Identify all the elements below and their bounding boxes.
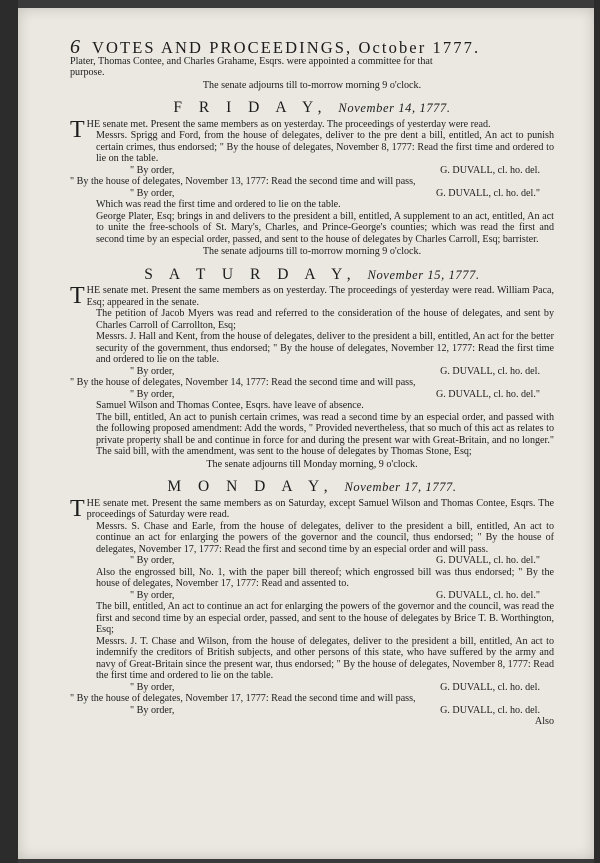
day-name: F R I D A Y, — [173, 99, 329, 116]
running-title: VOTES AND PROCEEDINGS, October 1777. — [92, 38, 481, 57]
day-date: November 17, 1777. — [344, 480, 457, 494]
by-order: " By order, — [130, 388, 175, 400]
paragraph: Messrs. J. Hall and Kent, from the house of delegates, deliver to the president a bill, entitled, An act for the better security of the government, thus endorsed; " By the house of delegates, November 12, 1777: Read the first time and ordered to lie on the table. — [96, 331, 554, 365]
paragraph-text: HE senate met. Present the same members as on yesterday. The proceedings of yesterday were read. — [86, 118, 491, 130]
clerk-signature: G. DUVALL, cl. ho. del. — [440, 365, 540, 377]
paragraph: Messrs. J. T. Chase and Wilson, from the house of delegates, deliver to the president a bill, entitled, An act to indemnify the creditors of British subjects, and other persons of this state, who have suffered by the army and navy of Great-Britain since the present war, thus endorsed; " By the house of delegates, November 8, 1777: Read the first time and ordered to lie on the table. — [96, 635, 554, 681]
scan-edge-right — [594, 0, 600, 863]
drop-cap: T — [70, 283, 85, 309]
signature-line — [70, 590, 554, 602]
clerk-signature: G. DUVALL, cl. ho. del." — [435, 388, 540, 400]
signature-line — [70, 389, 554, 401]
paragraph: Messrs. S. Chase and Earle, from the house of delegates, deliver to the president a bill, entitled, An act to continue an act for enlarging the powers of the governor and the council, thus endorsed; " By the house of delegates, November 17, 1777: Read the first and second time by an especial order and will pass. — [96, 520, 554, 555]
day-heading-monday — [70, 478, 554, 495]
signature-line — [70, 188, 554, 200]
paragraph: The bill, entitled, An act to continue an act for enlarging the powers of the governor and the council, was read the first and second time by an especial order, passed, and sent to the house of delegates by Brice T. B. Worthington, Esq; — [96, 601, 554, 635]
paragraph: Samuel Wilson and Thomas Contee, Esqrs. have leave of absence. — [96, 400, 364, 411]
by-order: " By order, — [130, 704, 175, 716]
signature-line — [70, 682, 554, 694]
signature-line — [70, 366, 554, 378]
catchword: Also — [534, 716, 554, 727]
by-order: " By order, — [130, 187, 175, 199]
adjournment-notice: The senate adjourns till Monday morning, 9 o'clock. — [206, 458, 418, 470]
paragraph: The petition of Jacob Myers was read and referred to the consideration of the house of delegates, and sent by Charles Carroll of Carrollton, Esq; — [96, 308, 554, 331]
clerk-signature: G. DUVALL, cl. ho. del. — [440, 681, 540, 693]
intro-line: Plater, Thomas Contee, and Charles Grahame, Esqrs. were appointed a committee for that — [70, 55, 433, 67]
day-heading-saturday — [70, 265, 554, 283]
day-name: M O N D A Y, — [167, 478, 335, 495]
paragraph: George Plater, Esq; brings in and delivers to the president a bill, entitled, A supplement to an act, entitled, An act to unite the free-schools of St. Mary's, Charles, and Prince-George's counties; which was read the first and second time by an especial order, passed, and sent to the house of delegates by Charles Carroll, Esq; barrister. — [96, 210, 554, 245]
paragraph: The bill, entitled, An act to punish certain crimes, was read a second time by an especial order, and passed with the following proposed amendment: Add the words, " Provided nevertheless, that so much of this act as relates to private property shall be and continue in force for and during the present war with Great-Britain, and no longer." The said bill, with the amendment, was sent to the house of delegates by Thomas Stone, Esq; — [96, 411, 554, 457]
paragraph: " By the house of delegates, November 13, 1777: Read the second time and will pass, — [70, 176, 416, 187]
signature-line — [70, 705, 554, 717]
by-order: " By order, — [130, 589, 175, 601]
paragraph-text: HE senate met. Present the same members as on yesterday. The proceedings of yesterday were read. William Paca, Esq; appeared in the senate. — [86, 285, 554, 308]
by-order: " By order, — [130, 365, 175, 377]
by-order: " By order, — [130, 164, 175, 176]
adjournment-notice: The senate adjourns till to-morrow morning 9 o'clock. — [202, 79, 422, 91]
signature-line — [70, 165, 554, 177]
signature-line — [70, 555, 554, 567]
paragraph: Messrs. Sprigg and Ford, from the house of delegates, deliver to the pre dent a bill, entitled, An act to punish certain crimes, thus endorsed; " By the house of delegates, November 8, 1777: Read the first time and ordered to lie on the table. — [96, 130, 554, 164]
clerk-signature: G. DUVALL, cl. ho. del." — [435, 589, 540, 601]
paragraph — [70, 116, 554, 143]
by-order: " By order, — [130, 555, 175, 566]
day-date: November 14, 1777. — [338, 101, 451, 115]
clerk-signature: G. DUVALL, cl. ho. del. — [440, 704, 540, 716]
scan-edge-left — [0, 0, 18, 863]
paragraph: " By the house of delegates, November 17, 1777: Read the second time and will pass, — [70, 693, 416, 704]
paragraph — [70, 495, 554, 522]
clerk-signature: G. DUVALL, cl. ho. del." — [435, 555, 540, 566]
paragraph-text: HE senate met. Present the same members as on Saturday, except Samuel Wilson and Thomas Contee, Esqrs. The proceedings of Saturday were read. — [86, 497, 554, 520]
by-order: " By order, — [130, 681, 175, 693]
drop-cap: T — [70, 495, 85, 522]
clerk-signature: G. DUVALL, cl. ho. del. — [440, 164, 540, 176]
paragraph — [70, 285, 554, 308]
page-number: 6 — [70, 36, 80, 58]
day-heading-friday — [70, 99, 554, 116]
document-page — [18, 8, 594, 859]
clerk-signature: G. DUVALL, cl. ho. del." — [435, 187, 540, 199]
adjournment-notice: The senate adjourns till to-morrow morning 9 o'clock. — [202, 246, 422, 257]
paragraph: " By the house of delegates, November 14, 1777: Read the second time and will pass, — [70, 377, 416, 388]
day-name: S A T U R D A Y, — [144, 265, 358, 283]
drop-cap: T — [70, 116, 85, 143]
day-date: November 15, 1777. — [367, 267, 480, 282]
paragraph: Which was read the first time and ordered to lie on the table. — [96, 199, 341, 210]
intro-line-2: purpose. — [70, 67, 105, 78]
running-header — [70, 36, 554, 58]
paragraph: Also the engrossed bill, No. 1, with the paper bill thereof; which engrossed bill was thus endorsed; " By the house of delegates, November 17, 1777: Read and assented to. — [96, 566, 554, 589]
page-content — [70, 36, 554, 728]
